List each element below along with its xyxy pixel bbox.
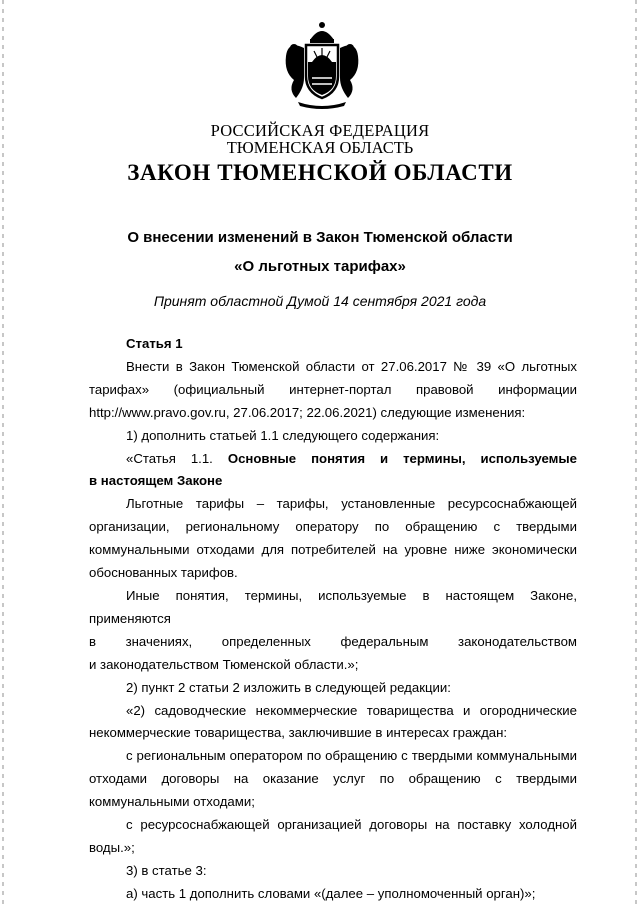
amendment-item-3a: а) часть 1 дополнить словами «(далее – уполномоченный орган)»; — [126, 885, 536, 901]
body-line: коммунальными отходами для потребителей на уровне ниже экономически — [89, 542, 577, 558]
new-article-number: «Статья 1.1. — [126, 450, 213, 466]
body-line: Льготные тарифы – тарифы, установленные ресурсоснабжающей — [126, 496, 577, 512]
new-article-heading — [89, 448, 577, 471]
article-heading: Статья 1 — [126, 336, 183, 351]
body-line: Внести в Закон Тюменской области от 27.06.2017 № 39 «О льготных — [126, 358, 577, 374]
document-title-line1: О внесении изменений в Закон Тюменской области — [127, 229, 513, 246]
body-line: с региональным оператором по обращению с твердыми коммунальными — [126, 748, 577, 764]
amendment-item-2: 2) пункт 2 статьи 2 изложить в следующей редакции: — [126, 679, 451, 695]
amendment-item-3: 3) в статье 3: — [126, 862, 207, 878]
body-line: «2) садоводческие некоммерческие товарищества и огороднические — [126, 702, 577, 718]
body-line: с ресурсоснабжающей организацией договоры на поставку холодной — [126, 817, 577, 833]
body-line: организации, региональному оператору по обращению с твердыми — [89, 519, 577, 535]
new-article-title-cont — [89, 470, 577, 493]
coat-of-arms-emblem — [274, 18, 370, 110]
body-line: в значениях, определенных федеральным законодательством — [89, 633, 577, 649]
body-line: воды.»; — [89, 839, 135, 855]
header-country: РОССИЙСКАЯ ФЕДЕРАЦИЯ — [210, 121, 430, 140]
header-law-title: ЗАКОН ТЮМЕНСКОЙ ОБЛАСТИ — [127, 160, 513, 185]
adoption-note: Принят областной Думой 14 сентября 2021 года — [153, 293, 487, 309]
body-line: коммунальными отходами; — [89, 794, 255, 810]
header-region: ТЮМЕНСКАЯ ОБЛАСТЬ — [226, 138, 414, 157]
new-article-title-line2: в настоящем Законе — [89, 473, 223, 489]
body-line: обоснованных тарифов. — [89, 565, 238, 581]
document-body — [89, 333, 577, 906]
body-line: Иные понятия, термины, используемые в настоящем Законе, применяются — [89, 587, 577, 626]
body-line: некоммерческие товарищества, заключившие в интересах граждан: — [89, 725, 508, 741]
new-article-title: Основные понятия и термины, используемые — [227, 450, 577, 466]
body-line: тарифах» (официальный интернет-портал правовой информации — [89, 381, 577, 397]
body-line: отходами договоры на оказание услуг по обращению с твердыми — [89, 771, 577, 787]
body-line: и законодательством Тюменской области.»; — [89, 656, 359, 672]
body-line: http://www.pravo.gov.ru, 27.06.2017; 22.06.2021) следующие изменения: — [89, 404, 526, 420]
document-title-line2: «О льготных тарифах» — [234, 258, 406, 275]
amendment-item-1: 1) дополнить статьей 1.1 следующего содержания: — [126, 427, 440, 443]
